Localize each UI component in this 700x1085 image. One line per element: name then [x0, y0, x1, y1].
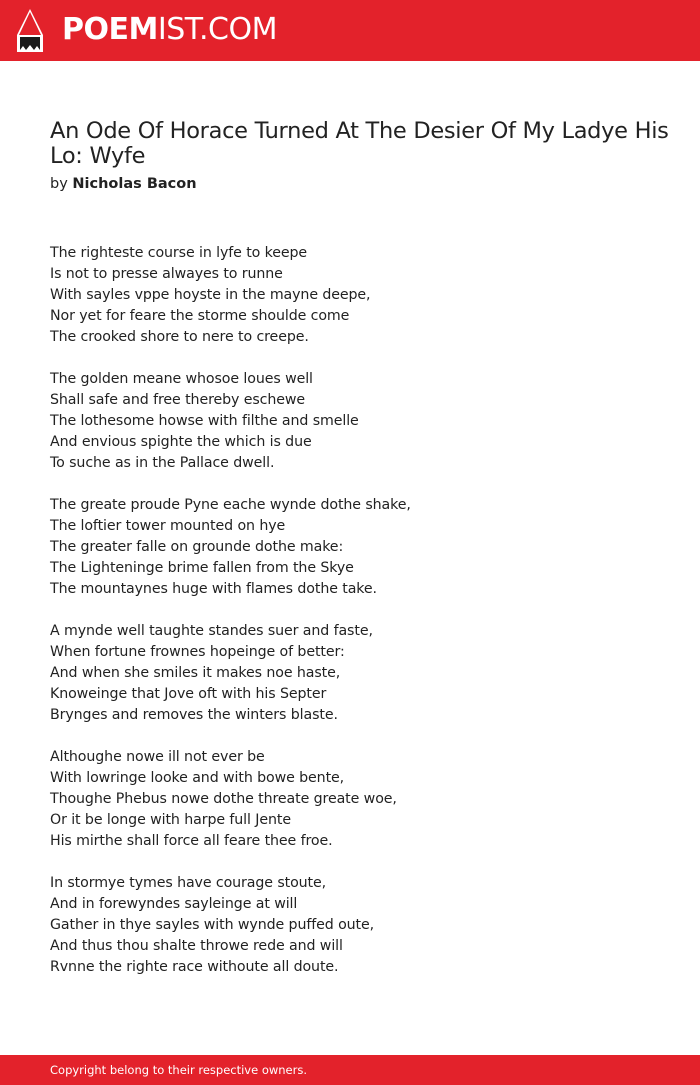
- poem-line: The golden meane whosoe loues well: [50, 371, 313, 387]
- logo-bold-text: POEM: [62, 12, 158, 47]
- stanza: [50, 243, 650, 348]
- poem-line: Brynges and removes the winters blaste.: [50, 707, 338, 723]
- poem-line: And in forewyndes sayleinge at will: [50, 896, 298, 912]
- poem-line: The greate proude Pyne eache wynde dothe shake,: [50, 497, 411, 513]
- stanza: [50, 369, 650, 474]
- poem-line: Or it be longe with harpe full Jente: [50, 812, 291, 828]
- poem-line: And when she smiles it makes noe haste,: [50, 665, 341, 681]
- pencil-tip-icon[interactable]: [17, 9, 43, 52]
- poem-line: The lothesome howse with filthe and smelle: [50, 413, 359, 429]
- poem-line: And thus thou shalte throwe rede and will: [50, 938, 343, 954]
- copyright-text: Copyright belong to their respective owners.: [50, 1063, 308, 1077]
- poem-line: The loftier tower mounted on hye: [50, 518, 286, 534]
- poem-body: [50, 243, 650, 999]
- poem-line: The Lighteninge brime fallen from the Skye: [50, 560, 354, 576]
- poem-line: Thoughe Phebus nowe dothe threate greate woe,: [50, 791, 397, 807]
- stanza: [50, 495, 650, 600]
- poem-line: Gather in thye sayles with wynde puffed oute,: [50, 917, 375, 933]
- byline: [50, 175, 197, 193]
- poem-title: An Ode Of Horace Turned At The Desier Of My Ladye His Lo: Wyfe: [50, 118, 669, 169]
- site-header: [0, 0, 700, 61]
- poem-line: With lowringe looke and with bowe bente,: [50, 770, 345, 786]
- poem-line: The righteste course in lyfe to keepe: [50, 245, 308, 261]
- poem-line: To suche as in the Pallace dwell.: [50, 455, 275, 471]
- by-label: by: [50, 176, 68, 192]
- stanza: [50, 621, 650, 726]
- stanza: [50, 747, 650, 852]
- stanza: [50, 873, 650, 978]
- poem-line: His mirthe shall force all feare thee froe.: [50, 833, 333, 849]
- author-name: Nicholas Bacon: [72, 176, 197, 192]
- poem-line: In stormye tymes have courage stoute,: [50, 875, 327, 891]
- poem-line: Rvnne the righte race withoute all doute.: [50, 959, 339, 975]
- logo-light-text: IST.COM: [157, 12, 277, 47]
- poem-line: The crooked shore to nere to creepe.: [50, 329, 309, 345]
- poem-line: The mountaynes huge with flames dothe take.: [50, 581, 377, 597]
- poem-line: Althoughe nowe ill not ever be: [50, 749, 265, 765]
- poem-line: When fortune frownes hopeinge of better:: [50, 644, 345, 660]
- poem-line: Knoweinge that Jove oft with his Septer: [50, 686, 327, 702]
- poem-line: Is not to presse alwayes to runne: [50, 266, 283, 282]
- poem-line: Nor yet for feare the storme shoulde come: [50, 308, 350, 324]
- site-logo[interactable]: [62, 12, 277, 48]
- poem-line: Shall safe and free thereby eschewe: [50, 392, 306, 408]
- site-footer: [0, 1055, 700, 1085]
- poem-line: And envious spighte the which is due: [50, 434, 312, 450]
- poem-line: The greater falle on grounde dothe make:: [50, 539, 344, 555]
- poem-line: A mynde well taughte standes suer and faste,: [50, 623, 373, 639]
- poem-line: With sayles vppe hoyste in the mayne deepe,: [50, 287, 371, 303]
